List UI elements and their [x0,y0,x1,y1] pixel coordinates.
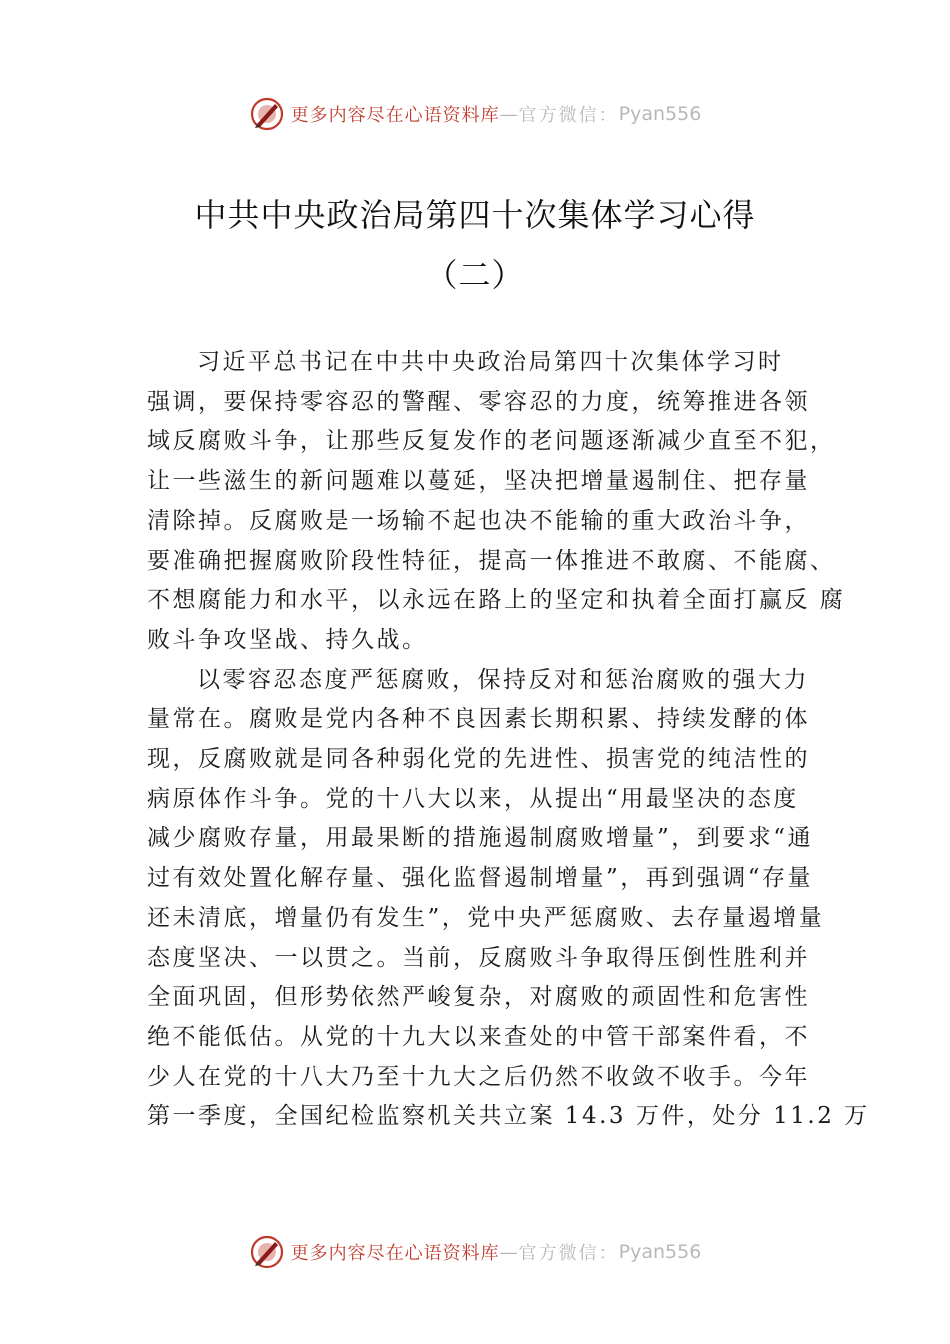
body-line: 要准确把握腐败阶段性特征，提高一体推进不敢腐、不能腐、 [147,547,836,574]
banner-text: 更多内容尽在心语资料库 [290,1243,500,1264]
banner-wechat-label: 官方微信： [518,1243,619,1264]
footer-banner [0,1232,950,1272]
document-subtitle: （二） [425,256,525,294]
body-line: 态度坚决、一以贯之。当前，反腐败斗争取得压倒性胜利并 [147,944,810,971]
body-line: 全面巩固，但形势依然严峻复杂，对腐败的顽固性和危害性 [147,984,810,1011]
body-line: 以零容忍态度严惩腐败，保持反对和惩治腐败的强大力 [197,666,809,693]
body-line: 过有效处置化解存量、强化监督遏制增量”，再到强调“存量 [147,865,814,892]
body-line: 让一些滋生的新问题难以蔓延，坚决把增量遏制住、把存量 [147,468,810,495]
body-line: 域反腐败斗争，让那些反复发作的老问题逐渐减少直至不犯， [147,428,836,455]
body-line: 强调，要保持零容忍的警醒、零容忍的力度，统筹推进各领 [147,388,810,415]
header-banner [0,94,950,134]
banner-dash: — [499,1241,519,1263]
banner-dash: — [499,103,519,125]
body-line: 减少腐败存量，用最果断的措施遏制腐败增量”，到要求“通 [147,825,814,852]
body-line: 病原体作斗争。党的十八大以来，从提出“用最坚决的态度 [147,785,799,812]
body-line: 还未清底，增量仍有发生”，党中央严惩腐败、去存量遏增量 [147,904,825,931]
body-line: 绝不能低估。从党的十九大以来查处的中管干部案件看，不 [147,1023,810,1050]
pen-logo-icon [249,96,285,132]
banner-wechat-label: 官方微信： [518,105,619,126]
body-line: 不想腐能力和水平，以永远在路上的坚定和执着全面打赢反 腐 [147,587,846,614]
pen-logo-icon [249,1234,285,1270]
body-line: 量常在。腐败是党内各种不良因素长期积累、持续发酵的体 [147,706,810,733]
banner-wechat-id: Pyan556 [618,1241,702,1263]
document-title: 中共中央政治局第四十次集体学习心得 [194,196,756,234]
body-line: 少人在党的十八大乃至十九大之后仍然不收敛不收手。今年 [147,1063,810,1090]
document-body [147,343,870,1137]
body-line: 清除掉。反腐败是一场输不起也决不能输的重大政治斗争， [147,507,810,534]
body-line: 第一季度，全国纪检监察机关共立案 14.3 万件，处分 11.2 万 [147,1103,870,1130]
body-line: 现，反腐败就是同各种弱化党的先进性、损害党的纯洁性的 [147,746,810,773]
banner-text: 更多内容尽在心语资料库 [290,105,500,126]
banner-wechat-id: Pyan556 [618,103,702,125]
body-line: 败斗争攻坚战、持久战。 [147,626,428,653]
body-line: 习近平总书记在中共中央政治局第四十次集体学习时 [197,349,784,375]
